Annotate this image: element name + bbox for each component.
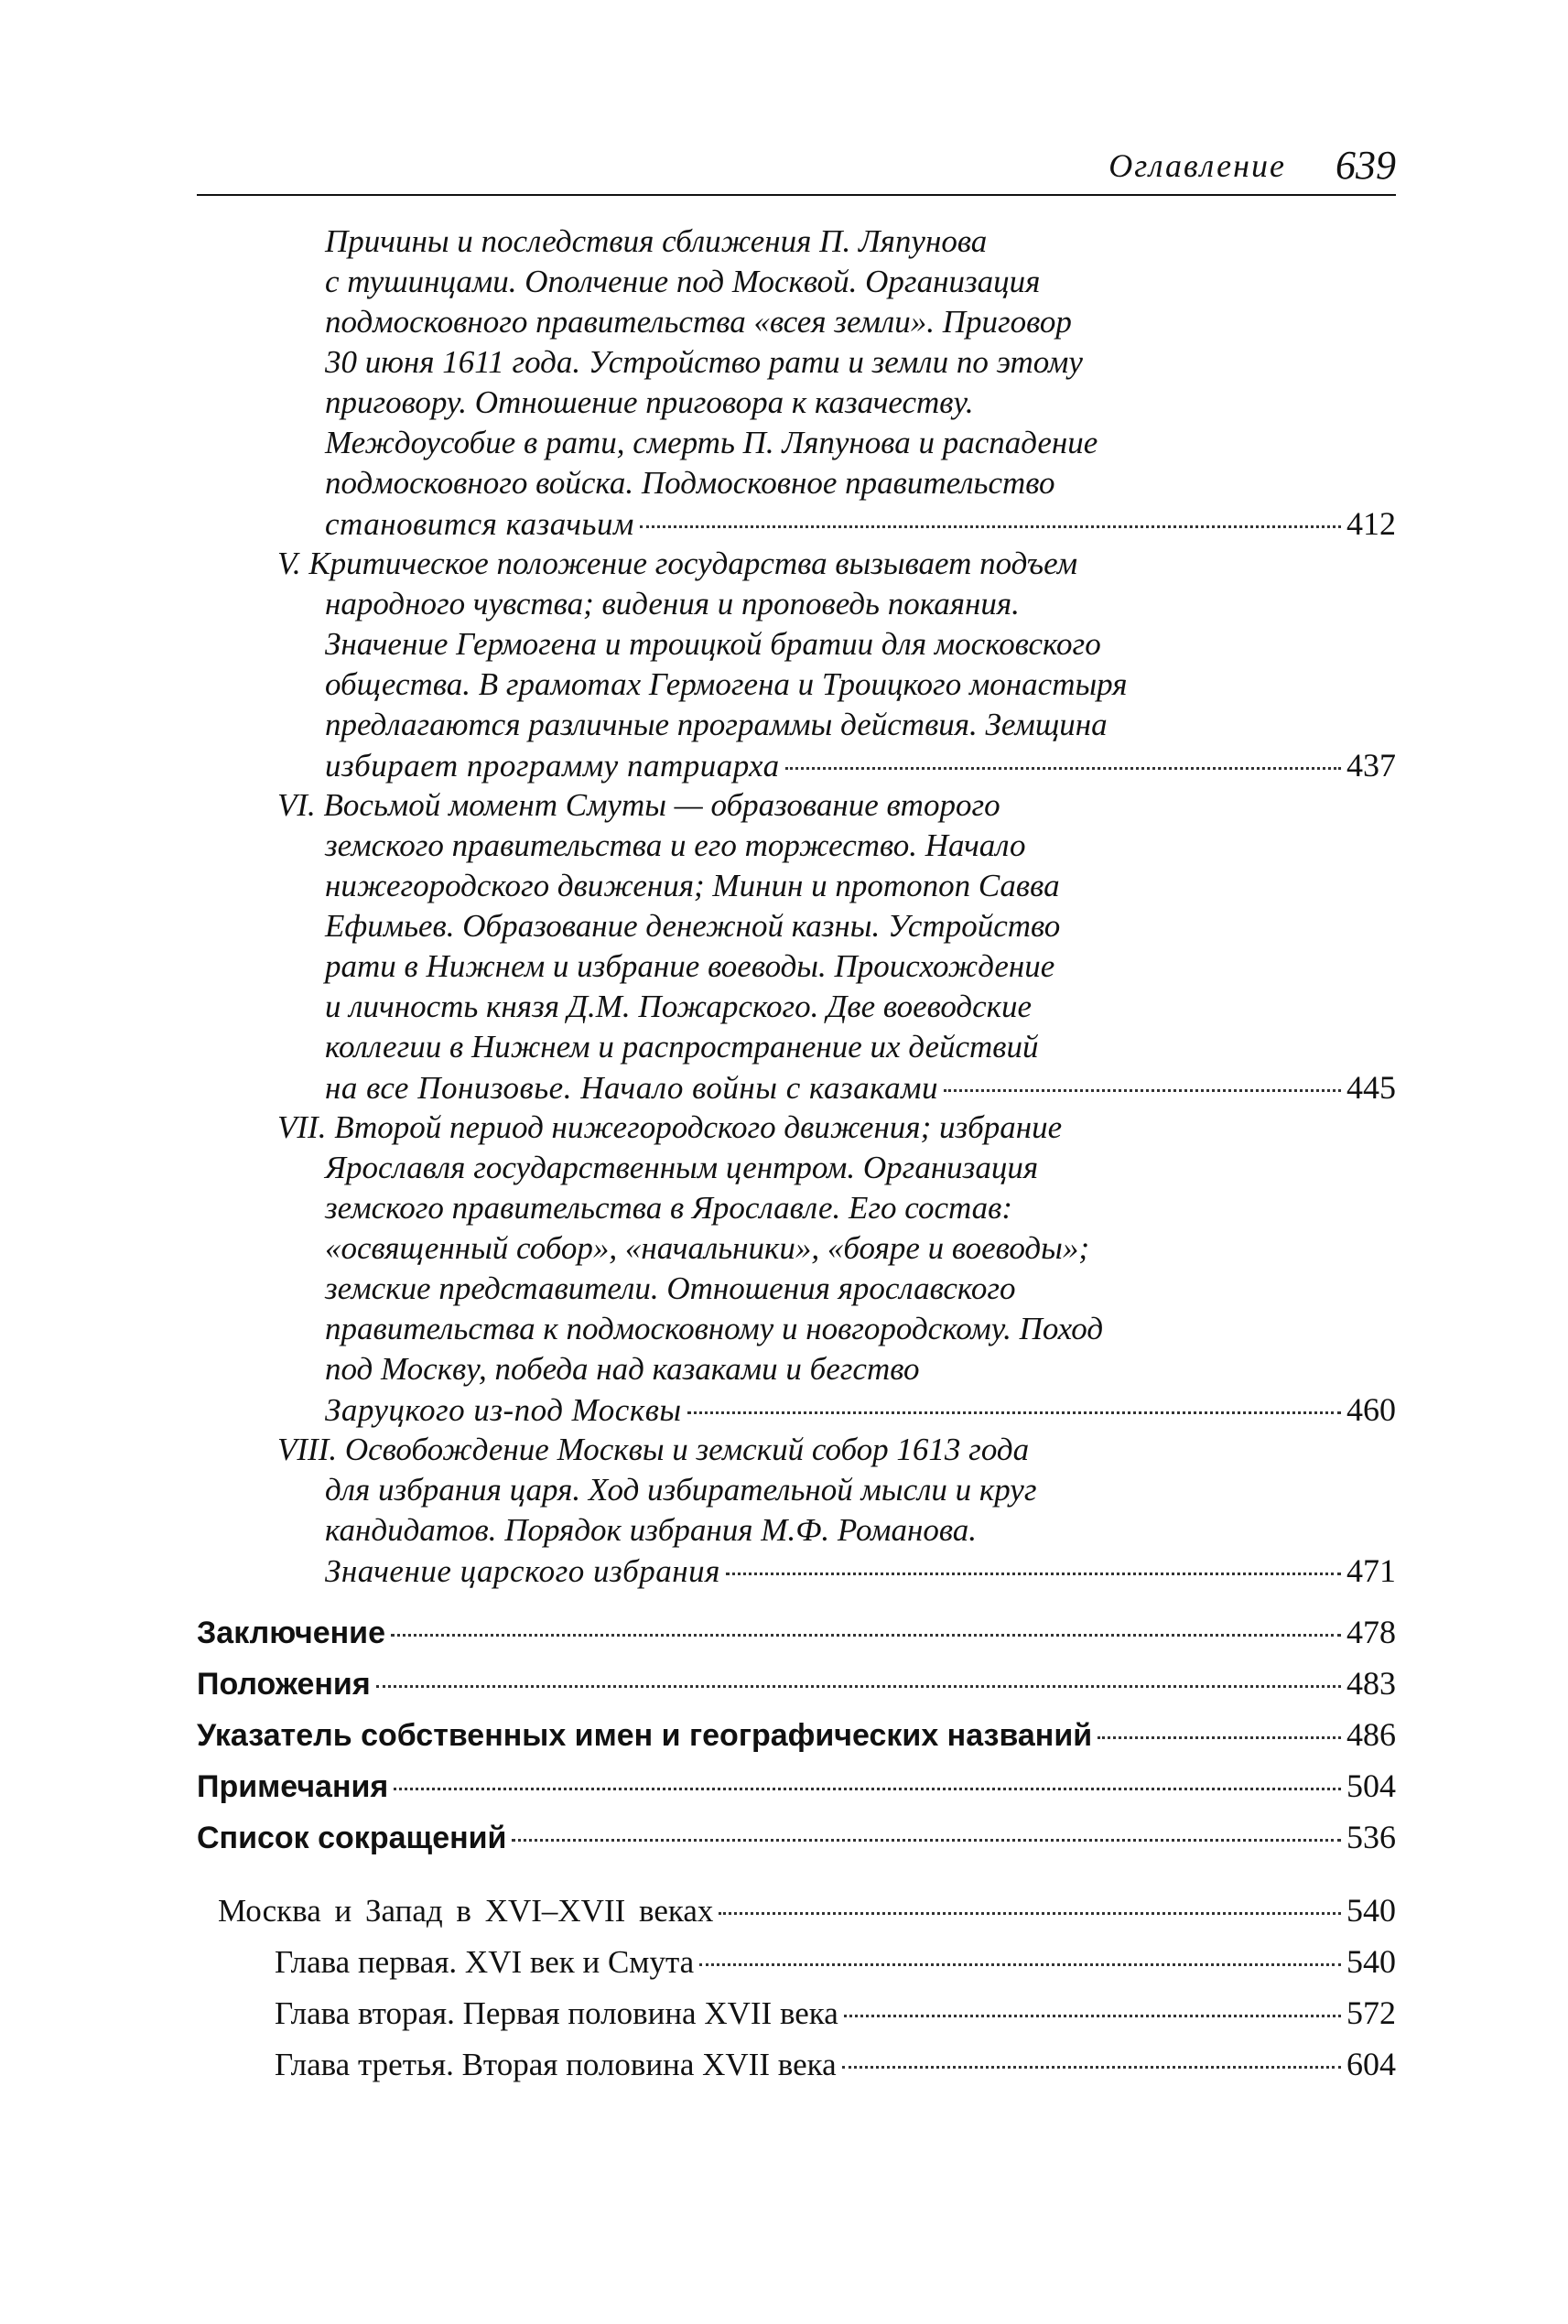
toc-appendix-chapter[interactable] — [275, 1942, 1396, 1988]
chapter-page: 540 — [1346, 1943, 1396, 1980]
dot-leader — [944, 1089, 1341, 1092]
entry-line: становится казачьим — [325, 506, 634, 542]
entry-last-line[interactable] — [325, 745, 1396, 785]
entry-line: Значение Гермогена и троицкой братии для московского — [325, 626, 1101, 662]
main-entry-title: Указатель собственных имен и географических названий — [197, 1718, 1093, 1753]
entry-first-line: V. Критическое положение государства вызывает подъем — [277, 546, 1078, 581]
entry-line: подмосковного правительства «всея земли». Приговор — [325, 304, 1072, 340]
entry-page-number: 460 — [1346, 1391, 1396, 1428]
entry-line: на все Понизовье. Начало войны с казаками — [325, 1070, 938, 1106]
entry-line: общества. В грамотах Гермогена и Троицкого монастыря — [325, 666, 1128, 702]
main-entry-page: 536 — [1346, 1819, 1396, 1855]
entry-line: Причины и последствия сближения П. Ляпунова — [325, 223, 988, 259]
dot-leader — [844, 2015, 1341, 2017]
entry-line: земского правительства в Ярославле. Его состав: — [325, 1190, 1013, 1226]
entry-line: для избрания царя. Ход избирательной мысли и круг — [325, 1472, 1037, 1508]
chapter-page: 572 — [1346, 1994, 1396, 2031]
toc-main-entry-notes[interactable] — [197, 1767, 1396, 1812]
entry-line: предлагаются различные программы действия. Земщина — [325, 707, 1108, 742]
chapter-title: Глава третья. Вторая половина XVII века — [275, 2047, 837, 2082]
dot-leader — [376, 1685, 1341, 1688]
entry-line: с тушинцами. Ополчение под Москвой. Организация — [325, 264, 1041, 299]
entry-line: рати в Нижнем и избрание воеводы. Происхождение — [325, 948, 1055, 984]
dot-leader — [842, 2066, 1341, 2069]
main-entry-page: 478 — [1346, 1614, 1396, 1650]
running-title: Оглавление — [1108, 147, 1286, 184]
entry-line: Междоусобие в рати, смерть П. Ляпунова и распадение — [325, 425, 1098, 460]
page-number: 639 — [1336, 143, 1396, 188]
entry-first-line: VII. Второй период нижегородского движения; избрание — [277, 1109, 1063, 1145]
entry-last-line[interactable] — [325, 503, 1396, 544]
entry-last-line[interactable] — [325, 1551, 1396, 1591]
dot-leader — [726, 1573, 1341, 1575]
entry-line: и личность князя Д.М. Пожарского. Две воеводские — [325, 989, 1033, 1024]
toc-main-entry-theses[interactable] — [197, 1664, 1396, 1710]
entry-first-line: VI. Восьмой момент Смуты — образование второго — [277, 787, 1000, 823]
entry-line: кандидатов. Порядок избрания М.Ф. Романова. — [325, 1512, 978, 1548]
dot-leader — [699, 1963, 1341, 1966]
appendix-page: 540 — [1346, 1892, 1396, 1929]
main-entry-page: 483 — [1346, 1665, 1396, 1702]
entry-line: нижегородского движения; Минин и протопоп Савва — [325, 868, 1060, 903]
entry-line: приговору. Отношение приговора к казачеству. — [325, 384, 974, 420]
dot-leader — [512, 1839, 1341, 1842]
entry-line: Ефимьев. Образование денежной казны. Устройство — [325, 908, 1061, 944]
entry-line: коллегии в Нижнем и распространение их действий — [325, 1029, 1039, 1065]
main-entry-title: Заключение — [197, 1616, 385, 1650]
toc-main-entry-index[interactable] — [197, 1715, 1396, 1761]
entry-line: народного чувства; видения и проповедь покаяния. — [325, 586, 1020, 622]
main-entry-title: Положения — [197, 1667, 371, 1702]
entry-line: избирает программу патриарха — [325, 748, 780, 784]
main-entry-page: 504 — [1346, 1767, 1396, 1804]
dot-leader — [1098, 1736, 1341, 1739]
entry-line: Значение царского избрания — [325, 1553, 720, 1589]
dot-leader — [640, 525, 1341, 528]
appendix-title: Москва и Запад в XVI–XVII веках — [218, 1893, 714, 1929]
entry-page-number: 471 — [1346, 1552, 1396, 1589]
entry-line: 30 июня 1611 года. Устройство рати и земли по этому — [325, 344, 1083, 380]
chapter-page: 604 — [1346, 2046, 1396, 2082]
chapter-title: Глава первая. XVI век и Смута — [275, 1944, 695, 1980]
entry-page-number: 437 — [1346, 747, 1396, 784]
entry-line: земского правительства и его торжество. Начало — [325, 827, 1026, 863]
dot-leader — [785, 767, 1341, 770]
entry-line: земские представители. Отношения ярославского — [325, 1270, 1016, 1306]
entry-line: правительства к подмосковному и новгородскому. Поход — [325, 1311, 1104, 1346]
entry-line: подмосковного войска. Подмосковное правительство — [325, 465, 1055, 501]
toc-appendix-entry[interactable] — [218, 1891, 1396, 1937]
dot-leader — [391, 1634, 1341, 1637]
toc-main-entry-abbreviations[interactable] — [197, 1818, 1396, 1864]
toc-main-entry-conclusion[interactable] — [197, 1613, 1396, 1659]
entry-line: Заруцкого из-под Москвы — [325, 1392, 682, 1428]
toc-appendix-chapter[interactable] — [275, 2045, 1396, 2091]
entry-line: под Москву, победа над казаками и бегство — [325, 1351, 920, 1387]
entry-first-line: VIII. Освобождение Москвы и земский собор 1613 года — [277, 1432, 1030, 1467]
main-entry-title: Примечания — [197, 1769, 389, 1804]
entry-last-line[interactable] — [325, 1389, 1396, 1430]
dot-leader — [719, 1912, 1341, 1915]
entry-line: Ярославля государственным центром. Организация — [325, 1150, 1039, 1185]
entry-line: «освященный собор», «начальники», «бояре и воеводы»; — [325, 1230, 1089, 1266]
page-header — [197, 137, 1396, 196]
main-entry-title: Список сокращений — [197, 1821, 507, 1855]
entry-page-number: 445 — [1346, 1069, 1396, 1106]
dot-leader — [687, 1411, 1341, 1414]
entry-last-line[interactable] — [325, 1067, 1396, 1108]
toc-appendix-chapter[interactable] — [275, 1994, 1396, 2039]
dot-leader — [394, 1788, 1341, 1790]
entry-page-number: 412 — [1346, 505, 1396, 542]
main-entry-page: 486 — [1346, 1716, 1396, 1753]
chapter-title: Глава вторая. Первая половина XVII века — [275, 1995, 838, 2031]
